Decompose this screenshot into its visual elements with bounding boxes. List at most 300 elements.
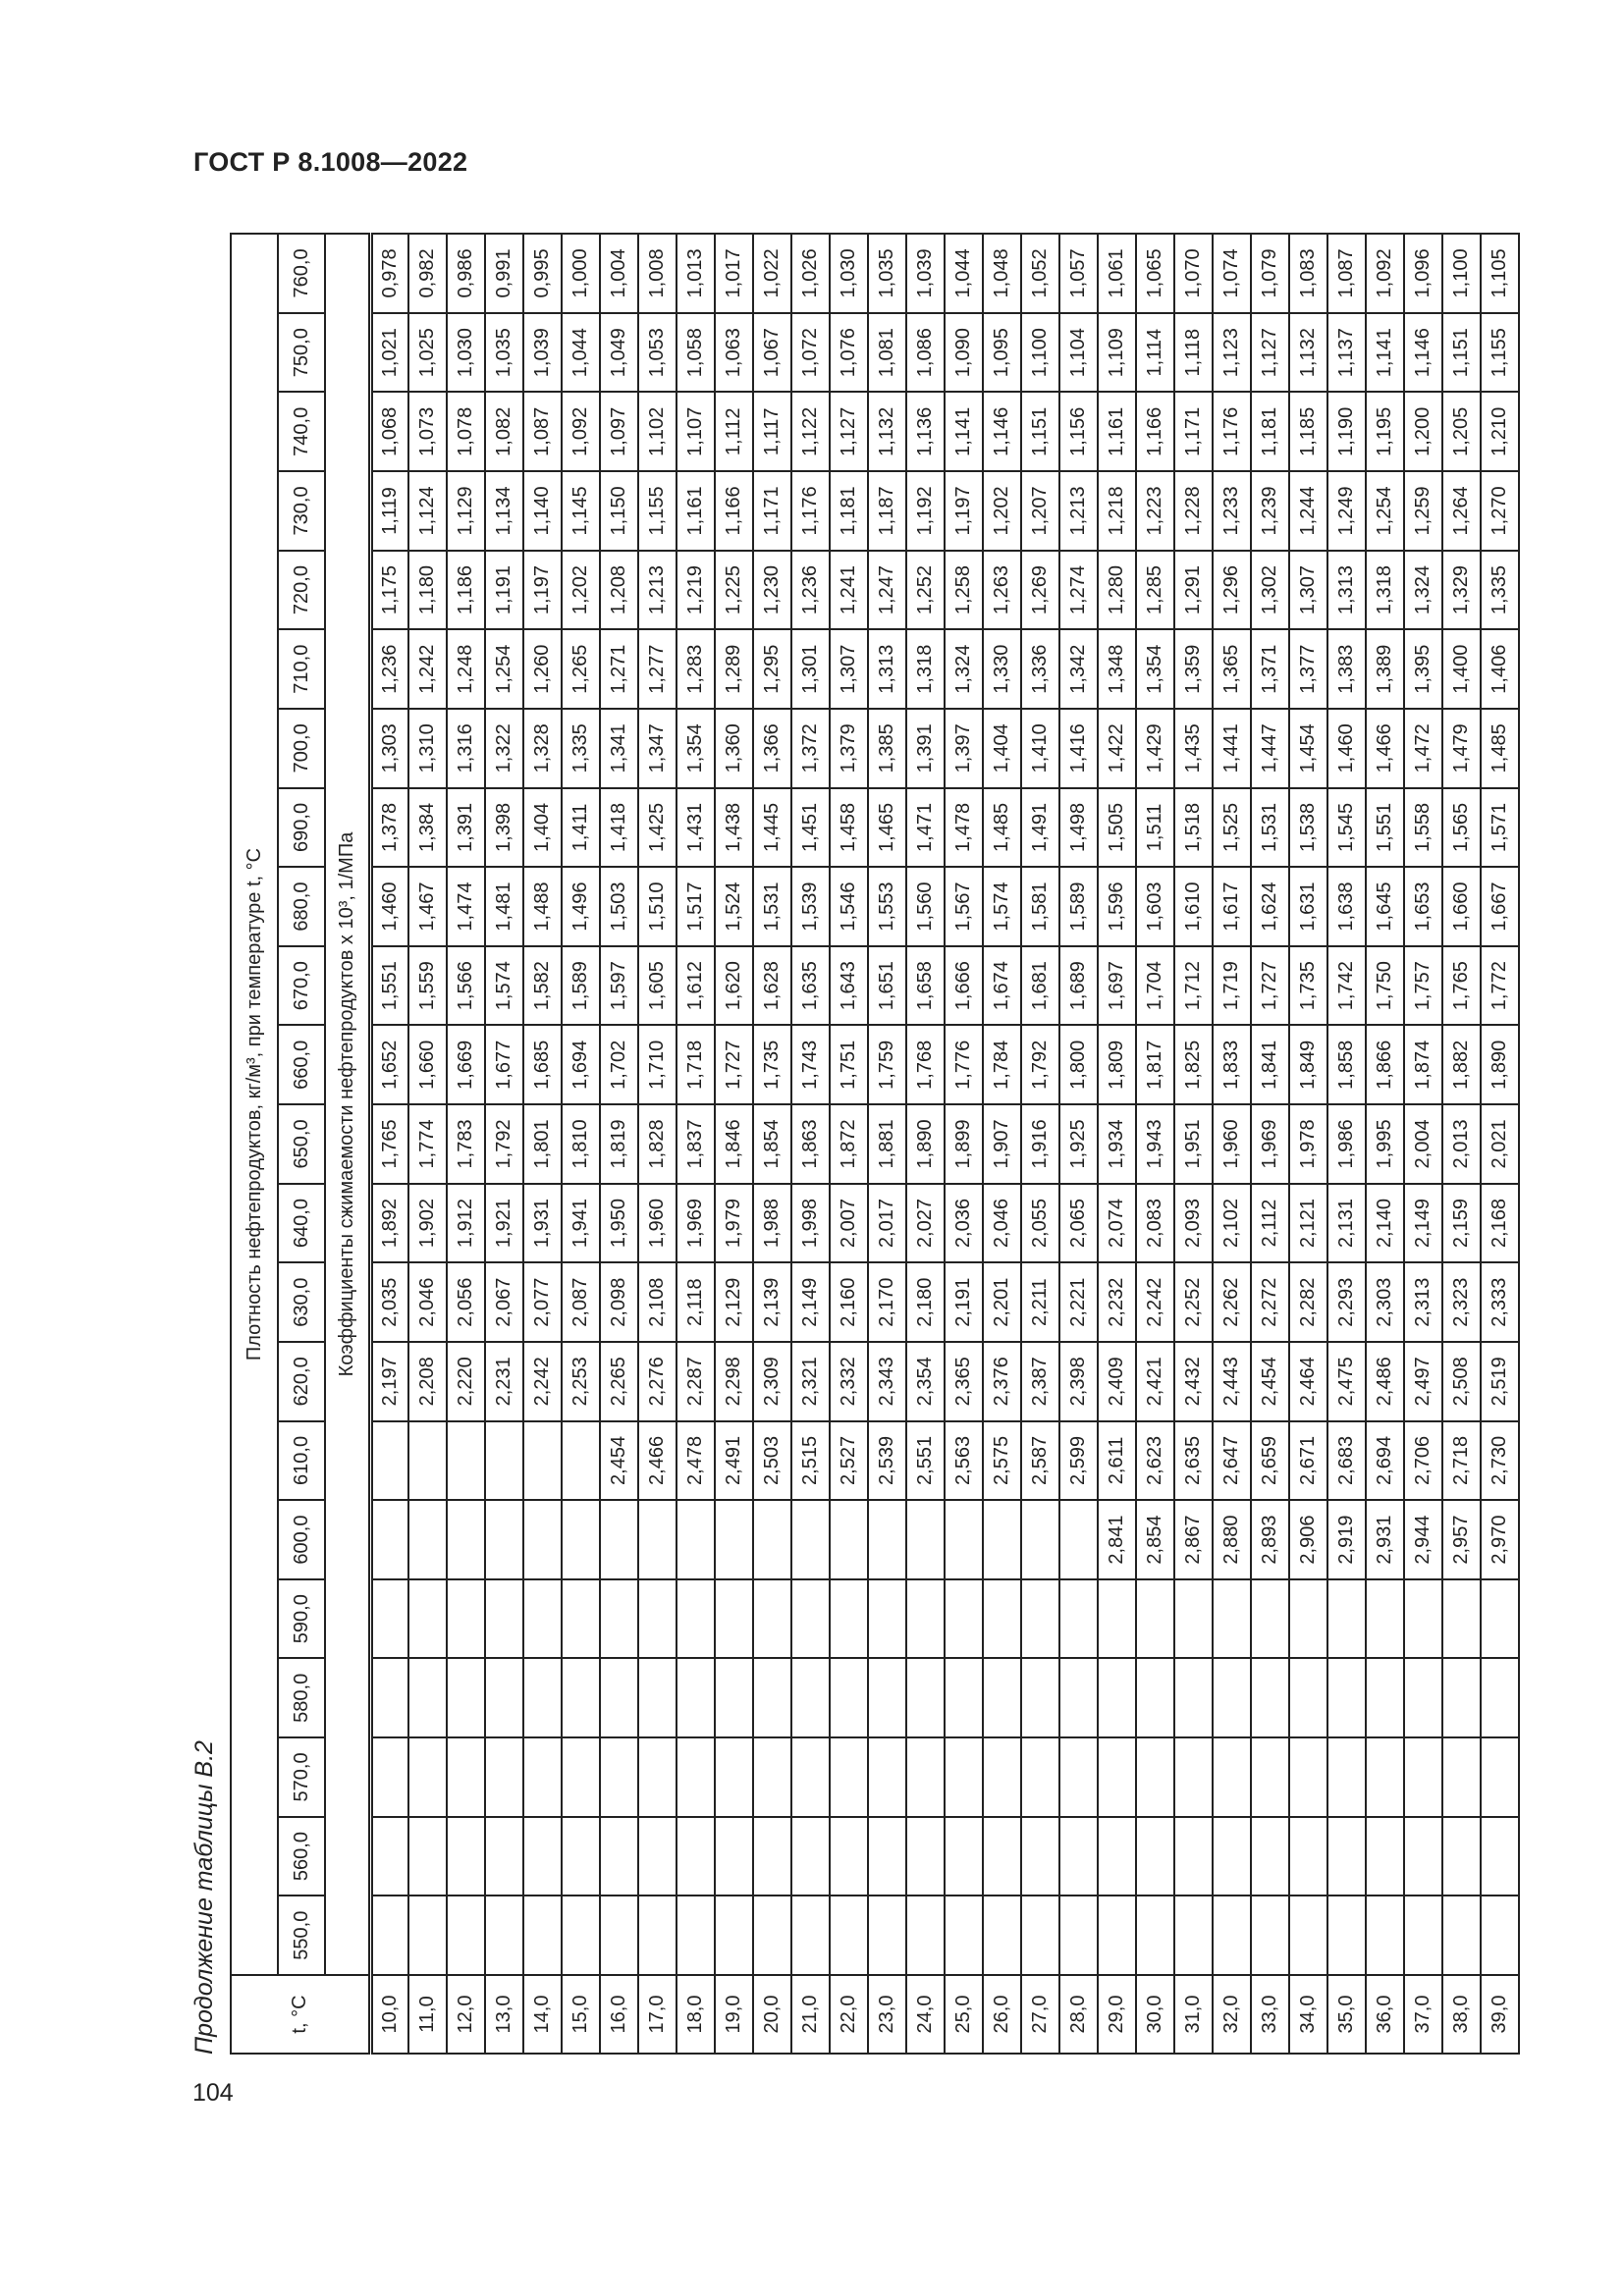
- coefficient-cell: 1,213: [638, 551, 677, 630]
- coefficient-cell: 1,303: [370, 709, 408, 788]
- coefficient-cell: 1,969: [677, 1184, 715, 1263]
- header-row-coefficient-title: [325, 234, 370, 2054]
- coefficient-cell: 1,943: [1136, 1104, 1174, 1184]
- coefficient-cell: 1,318: [1366, 551, 1404, 630]
- coefficient-cell: 1,022: [753, 234, 791, 313]
- temperature-cell: 16,0: [600, 1975, 638, 2054]
- coefficient-cell: 1,285: [1136, 551, 1174, 630]
- coefficient-cell: 1,181: [1251, 393, 1289, 472]
- table-row: [485, 234, 523, 2054]
- coefficient-cell: 2,298: [715, 1342, 753, 1421]
- coefficient-cell: 1,960: [1213, 1104, 1251, 1184]
- coefficient-cell: [523, 1421, 562, 1501]
- coefficient-cell: 0,982: [408, 234, 447, 313]
- table-row: [791, 234, 830, 2054]
- coefficient-cell: [791, 1817, 830, 1896]
- coefficient-cell: 1,117: [753, 393, 791, 472]
- coefficient-cell: 2,013: [1442, 1104, 1481, 1184]
- temperature-cell: 36,0: [1366, 1975, 1404, 2054]
- coefficient-cell: 2,252: [1174, 1262, 1213, 1342]
- coefficient-cell: 1,882: [1442, 1026, 1481, 1105]
- coefficient-cell: 1,841: [1251, 1026, 1289, 1105]
- coefficient-cell: [562, 1737, 600, 1817]
- table-row: [408, 234, 447, 2054]
- coefficient-cell: 1,681: [1021, 946, 1059, 1026]
- coefficient-cell: 1,258: [945, 551, 983, 630]
- coefficient-cell: 1,310: [408, 709, 447, 788]
- coefficient-cell: 2,508: [1442, 1342, 1481, 1421]
- coefficient-cell: 1,236: [791, 551, 830, 630]
- coefficient-cell: 1,474: [447, 867, 485, 946]
- coefficient-cell: 1,187: [868, 471, 906, 551]
- coefficient-cell: 1,318: [906, 629, 945, 709]
- coefficient-cell: [791, 1896, 830, 1975]
- coefficient-cell: 1,478: [945, 788, 983, 868]
- table-row: [830, 234, 868, 2054]
- temperature-cell: 31,0: [1174, 1975, 1213, 2054]
- coefficient-cell: 2,478: [677, 1421, 715, 1501]
- temperature-cell: 28,0: [1059, 1975, 1098, 2054]
- coefficient-cell: [1327, 1896, 1366, 1975]
- coefficient-cell: [638, 1737, 677, 1817]
- temperature-cell: 29,0: [1098, 1975, 1136, 2054]
- coefficient-cell: [1404, 1896, 1442, 1975]
- coefficient-cell: 1,263: [983, 551, 1021, 630]
- coefficient-cell: 1,560: [906, 867, 945, 946]
- coefficient-cell: 1,114: [1136, 313, 1174, 393]
- coefficient-cell: [523, 1896, 562, 1975]
- coefficient-cell: 1,559: [408, 946, 447, 1026]
- coefficient-cell: 1,008: [638, 234, 677, 313]
- coefficient-cell: [1366, 1817, 1404, 1896]
- density-column-header: 670,0: [278, 946, 325, 1026]
- coefficient-cell: 1,150: [600, 471, 638, 551]
- coefficient-cell: [906, 1737, 945, 1817]
- coefficient-cell: 1,360: [715, 709, 753, 788]
- coefficient-cell: 1,228: [1174, 471, 1213, 551]
- coefficient-cell: 2,321: [791, 1342, 830, 1421]
- temperature-cell: 12,0: [447, 1975, 485, 2054]
- coefficient-cell: 1,264: [1442, 471, 1481, 551]
- coefficient-cell: 1,620: [715, 946, 753, 1026]
- coefficient-cell: 1,095: [983, 313, 1021, 393]
- coefficient-cell: 1,384: [408, 788, 447, 868]
- coefficient-cell: [1404, 1579, 1442, 1659]
- coefficient-cell: 2,365: [945, 1342, 983, 1421]
- coefficient-cell: [715, 1659, 753, 1738]
- coefficient-cell: [677, 1737, 715, 1817]
- density-column-header: 620,0: [278, 1342, 325, 1421]
- coefficient-cell: 1,776: [945, 1026, 983, 1105]
- coefficient-cell: 2,220: [447, 1342, 485, 1421]
- coefficient-cell: 1,979: [715, 1184, 753, 1263]
- coefficient-cell: [523, 1579, 562, 1659]
- coefficient-cell: 2,323: [1442, 1262, 1481, 1342]
- coefficient-cell: 1,912: [447, 1184, 485, 1263]
- coefficient-cell: 2,432: [1174, 1342, 1213, 1421]
- coefficient-cell: 2,443: [1213, 1342, 1251, 1421]
- coefficient-cell: 2,098: [600, 1262, 638, 1342]
- density-column-header: 570,0: [278, 1737, 325, 1817]
- coefficient-cell: 1,155: [1481, 313, 1519, 393]
- coefficient-cell: 1,951: [1174, 1104, 1213, 1184]
- coefficient-cell: 1,969: [1251, 1104, 1289, 1184]
- density-column-header: 690,0: [278, 788, 325, 868]
- table-row: [1059, 234, 1098, 2054]
- table-caption: Продолжение таблицы В.2: [190, 1740, 218, 2055]
- coefficient-cell: 1,132: [1289, 313, 1327, 393]
- coefficient-cell: 1,406: [1481, 629, 1519, 709]
- coefficient-cell: [523, 1817, 562, 1896]
- coefficient-cell: [1366, 1896, 1404, 1975]
- coefficient-cell: 1,429: [1136, 709, 1174, 788]
- coefficient-cell: 1,395: [1404, 629, 1442, 709]
- coefficient-cell: 1,418: [600, 788, 638, 868]
- coefficient-cell: 2,706: [1404, 1421, 1442, 1501]
- compressibility-table: [230, 233, 1520, 2055]
- coefficient-cell: [1481, 1737, 1519, 1817]
- coefficient-cell: 1,809: [1098, 1026, 1136, 1105]
- coefficient-cell: 1,385: [868, 709, 906, 788]
- table-row: [715, 234, 753, 2054]
- coefficient-cell: 1,181: [830, 471, 868, 551]
- coefficient-cell: 1,719: [1213, 946, 1251, 1026]
- coefficient-cell: [983, 1737, 1021, 1817]
- coefficient-cell: [1481, 1659, 1519, 1738]
- coefficient-cell: 1,058: [677, 313, 715, 393]
- coefficient-cell: 2,191: [945, 1262, 983, 1342]
- temperature-cell: 15,0: [562, 1975, 600, 2054]
- coefficient-cell: 1,539: [791, 867, 830, 946]
- coefficient-cell: [753, 1659, 791, 1738]
- coefficient-cell: 2,893: [1251, 1500, 1289, 1579]
- coefficient-cell: 2,957: [1442, 1500, 1481, 1579]
- coefficient-cell: [562, 1659, 600, 1738]
- coefficient-cell: 1,225: [715, 551, 753, 630]
- coefficient-cell: [1404, 1817, 1442, 1896]
- coefficient-cell: [1442, 1579, 1481, 1659]
- density-column-header: 640,0: [278, 1184, 325, 1263]
- coefficient-cell: [945, 1500, 983, 1579]
- coefficient-cell: 2,293: [1327, 1262, 1366, 1342]
- coefficient-cell: 1,538: [1289, 788, 1327, 868]
- coefficient-cell: 2,515: [791, 1421, 830, 1501]
- density-column-header: 610,0: [278, 1421, 325, 1501]
- coefficient-cell: 1,995: [1366, 1104, 1404, 1184]
- coefficient-cell: 1,546: [830, 867, 868, 946]
- coefficient-cell: 1,800: [1059, 1026, 1098, 1105]
- coefficient-cell: 2,454: [600, 1421, 638, 1501]
- coefficient-cell: [1442, 1659, 1481, 1738]
- coefficient-cell: 1,383: [1327, 629, 1366, 709]
- coefficient-cell: [983, 1896, 1021, 1975]
- coefficient-cell: 1,132: [868, 393, 906, 472]
- coefficient-cell: 1,067: [753, 313, 791, 393]
- coefficient-cell: 1,892: [370, 1184, 408, 1263]
- coefficient-cell: 1,274: [1059, 551, 1098, 630]
- coefficient-cell: [1442, 1817, 1481, 1896]
- coefficient-cell: [945, 1737, 983, 1817]
- coefficient-cell: [715, 1737, 753, 1817]
- coefficient-cell: 2,503: [753, 1421, 791, 1501]
- coefficient-cell: 1,496: [562, 867, 600, 946]
- coefficient-cell: 1,105: [1481, 234, 1519, 313]
- coefficient-cell: 1,597: [600, 946, 638, 1026]
- temperature-cell: 24,0: [906, 1975, 945, 2054]
- coefficient-cell: 1,471: [906, 788, 945, 868]
- coefficient-cell: 1,451: [791, 788, 830, 868]
- coefficient-cell: [868, 1896, 906, 1975]
- coefficient-cell: 1,833: [1213, 1026, 1251, 1105]
- coefficient-cell: [715, 1896, 753, 1975]
- coefficient-cell: 1,260: [523, 629, 562, 709]
- coefficient-cell: [370, 1500, 408, 1579]
- coefficient-cell: 1,000: [562, 234, 600, 313]
- coefficient-cell: 1,511: [1136, 788, 1174, 868]
- coefficient-cell: [1213, 1579, 1251, 1659]
- table-row: [523, 234, 562, 2054]
- coefficient-cell: [677, 1817, 715, 1896]
- coefficient-cell: 2,121: [1289, 1184, 1327, 1263]
- coefficient-cell: [1021, 1737, 1059, 1817]
- coefficient-cell: 1,134: [485, 471, 523, 551]
- coefficient-cell: 2,201: [983, 1262, 1021, 1342]
- coefficient-cell: 1,210: [1481, 393, 1519, 472]
- coefficient-cell: [485, 1817, 523, 1896]
- coefficient-header-cell: Коэффициенты сжимаемости нефтепродуктов х 10³, 1/МПа: [325, 234, 370, 1975]
- coefficient-cell: 1,052: [1021, 234, 1059, 313]
- coefficient-cell: [600, 1817, 638, 1896]
- coefficient-cell: 1,202: [983, 471, 1021, 551]
- coefficient-cell: 2,282: [1289, 1262, 1327, 1342]
- coefficient-cell: 1,899: [945, 1104, 983, 1184]
- coefficient-cell: 1,488: [523, 867, 562, 946]
- coefficient-cell: [1059, 1817, 1098, 1896]
- coefficient-cell: 1,236: [370, 629, 408, 709]
- coefficient-cell: [791, 1500, 830, 1579]
- coefficient-cell: [1098, 1579, 1136, 1659]
- coefficient-cell: 1,783: [447, 1104, 485, 1184]
- density-column-header: 680,0: [278, 867, 325, 946]
- coefficient-cell: 1,931: [523, 1184, 562, 1263]
- coefficient-cell: 1,447: [1251, 709, 1289, 788]
- table-row: [868, 234, 906, 2054]
- density-column-header: 750,0: [278, 313, 325, 393]
- coefficient-cell: 2,074: [1098, 1184, 1136, 1263]
- temperature-cell: 13,0: [485, 1975, 523, 2054]
- coefficient-cell: [1174, 1659, 1213, 1738]
- coefficient-cell: 1,166: [1136, 393, 1174, 472]
- coefficient-cell: 2,970: [1481, 1500, 1519, 1579]
- coefficient-cell: [523, 1500, 562, 1579]
- coefficient-cell: 2,551: [906, 1421, 945, 1501]
- coefficient-cell: 1,669: [447, 1026, 485, 1105]
- coefficient-cell: 1,102: [638, 393, 677, 472]
- coefficient-cell: 1,596: [1098, 867, 1136, 946]
- coefficient-cell: [1059, 1737, 1098, 1817]
- coefficient-cell: [1251, 1737, 1289, 1817]
- coefficient-cell: 1,087: [523, 393, 562, 472]
- coefficient-cell: 1,389: [1366, 629, 1404, 709]
- coefficient-cell: 1,030: [447, 313, 485, 393]
- table-row: [1404, 234, 1442, 2054]
- coefficient-cell: 1,202: [562, 551, 600, 630]
- coefficient-cell: [523, 1737, 562, 1817]
- coefficient-cell: 2,303: [1366, 1262, 1404, 1342]
- coefficient-cell: 1,674: [983, 946, 1021, 1026]
- coefficient-cell: [638, 1579, 677, 1659]
- coefficient-cell: 1,252: [906, 551, 945, 630]
- coefficient-cell: 1,073: [408, 393, 447, 472]
- coefficient-cell: 1,301: [791, 629, 830, 709]
- coefficient-cell: 2,170: [868, 1262, 906, 1342]
- coefficient-cell: 2,055: [1021, 1184, 1059, 1263]
- coefficient-cell: 2,539: [868, 1421, 906, 1501]
- coefficient-cell: 1,582: [523, 946, 562, 1026]
- coefficient-cell: [830, 1737, 868, 1817]
- coefficient-cell: 1,021: [370, 313, 408, 393]
- coefficient-cell: 1,026: [791, 234, 830, 313]
- coefficient-cell: 2,232: [1098, 1262, 1136, 1342]
- coefficient-cell: 1,941: [562, 1184, 600, 1263]
- density-column-header: 760,0: [278, 234, 325, 313]
- coefficient-cell: 1,404: [523, 788, 562, 868]
- temperature-cell: 33,0: [1251, 1975, 1289, 2054]
- coefficient-cell: 1,197: [945, 471, 983, 551]
- header-row-densities: [278, 234, 325, 2054]
- coefficient-cell: 2,140: [1366, 1184, 1404, 1263]
- coefficient-cell: 1,479: [1442, 709, 1481, 788]
- coefficient-cell: [447, 1421, 485, 1501]
- coefficient-cell: 1,068: [370, 393, 408, 472]
- coefficient-cell: 2,149: [1404, 1184, 1442, 1263]
- coefficient-cell: 1,277: [638, 629, 677, 709]
- coefficient-cell: 2,944: [1404, 1500, 1442, 1579]
- coefficient-cell: [1021, 1659, 1059, 1738]
- coefficient-cell: 2,253: [562, 1342, 600, 1421]
- coefficient-cell: 1,324: [945, 629, 983, 709]
- coefficient-cell: 1,574: [983, 867, 1021, 946]
- coefficient-cell: 2,491: [715, 1421, 753, 1501]
- table-row: [1136, 234, 1174, 2054]
- coefficient-cell: 2,919: [1327, 1500, 1366, 1579]
- table-row: [1251, 234, 1289, 2054]
- coefficient-cell: 1,104: [1059, 313, 1098, 393]
- coefficient-cell: [485, 1421, 523, 1501]
- coefficient-cell: 1,643: [830, 946, 868, 1026]
- coefficient-cell: 1,610: [1174, 867, 1213, 946]
- coefficient-cell: [753, 1737, 791, 1817]
- coefficient-cell: 1,411: [562, 788, 600, 868]
- coefficient-cell: 0,986: [447, 234, 485, 313]
- coefficient-cell: [562, 1500, 600, 1579]
- coefficient-cell: 2,108: [638, 1262, 677, 1342]
- coefficient-cell: [1327, 1579, 1366, 1659]
- temperature-cell: 27,0: [1021, 1975, 1059, 2054]
- coefficient-cell: 1,902: [408, 1184, 447, 1263]
- coefficient-cell: 2,276: [638, 1342, 677, 1421]
- coefficient-cell: 2,160: [830, 1262, 868, 1342]
- coefficient-cell: 1,083: [1289, 234, 1327, 313]
- coefficient-cell: 2,242: [523, 1342, 562, 1421]
- temperature-cell: 18,0: [677, 1975, 715, 2054]
- table-row: [1327, 234, 1366, 2054]
- coefficient-cell: [447, 1659, 485, 1738]
- coefficient-cell: 2,067: [485, 1262, 523, 1342]
- coefficient-cell: 1,689: [1059, 946, 1098, 1026]
- coefficient-cell: 1,223: [1136, 471, 1174, 551]
- coefficient-cell: [1098, 1817, 1136, 1896]
- coefficient-cell: 1,658: [906, 946, 945, 1026]
- coefficient-cell: 2,004: [1404, 1104, 1442, 1184]
- coefficient-cell: 1,087: [1327, 234, 1366, 313]
- coefficient-cell: [1289, 1737, 1327, 1817]
- coefficient-cell: 1,503: [600, 867, 638, 946]
- coefficient-cell: [370, 1817, 408, 1896]
- coefficient-cell: 1,743: [791, 1026, 830, 1105]
- coefficient-cell: [1481, 1896, 1519, 1975]
- coefficient-cell: [1213, 1659, 1251, 1738]
- coefficient-cell: 2,497: [1404, 1342, 1442, 1421]
- coefficient-cell: 2,466: [638, 1421, 677, 1501]
- coefficient-cell: 1,377: [1289, 629, 1327, 709]
- coefficient-cell: 1,391: [447, 788, 485, 868]
- coefficient-cell: 1,081: [868, 313, 906, 393]
- coefficient-cell: 1,092: [1366, 234, 1404, 313]
- coefficient-cell: 2,906: [1289, 1500, 1327, 1579]
- coefficient-cell: [1136, 1817, 1174, 1896]
- coefficient-cell: [1059, 1500, 1098, 1579]
- coefficient-cell: [408, 1500, 447, 1579]
- density-column-header: 660,0: [278, 1026, 325, 1105]
- table-row: [562, 234, 600, 2054]
- coefficient-cell: 2,519: [1481, 1342, 1519, 1421]
- coefficient-cell: [1251, 1896, 1289, 1975]
- coefficient-cell: 2,611: [1098, 1421, 1136, 1501]
- coefficient-cell: 1,410: [1021, 709, 1059, 788]
- table-row: [447, 234, 485, 2054]
- coefficient-cell: 1,171: [753, 471, 791, 551]
- coefficient-cell: 1,057: [1059, 234, 1098, 313]
- coefficient-cell: [677, 1896, 715, 1975]
- coefficient-cell: 1,558: [1404, 788, 1442, 868]
- coefficient-cell: 1,141: [945, 393, 983, 472]
- coefficient-cell: 1,072: [791, 313, 830, 393]
- coefficient-cell: [1213, 1817, 1251, 1896]
- coefficient-cell: [1481, 1579, 1519, 1659]
- coefficient-cell: [1289, 1659, 1327, 1738]
- coefficient-cell: 2,017: [868, 1184, 906, 1263]
- coefficient-cell: 2,083: [1136, 1184, 1174, 1263]
- coefficient-cell: [370, 1896, 408, 1975]
- temperature-cell: 30,0: [1136, 1975, 1174, 2054]
- coefficient-cell: [715, 1500, 753, 1579]
- density-column-header: 630,0: [278, 1262, 325, 1342]
- coefficient-cell: [1251, 1659, 1289, 1738]
- table-row: [1366, 234, 1404, 2054]
- coefficient-cell: 1,792: [1021, 1026, 1059, 1105]
- coefficient-cell: 2,272: [1251, 1262, 1289, 1342]
- coefficient-cell: [868, 1737, 906, 1817]
- coefficient-cell: 2,854: [1136, 1500, 1174, 1579]
- coefficient-cell: 1,759: [868, 1026, 906, 1105]
- density-column-header: 590,0: [278, 1579, 325, 1659]
- coefficient-cell: 1,704: [1136, 946, 1174, 1026]
- coefficient-cell: 1,472: [1404, 709, 1442, 788]
- coefficient-cell: 1,551: [370, 946, 408, 1026]
- coefficient-cell: [753, 1579, 791, 1659]
- coefficient-cell: 1,161: [1098, 393, 1136, 472]
